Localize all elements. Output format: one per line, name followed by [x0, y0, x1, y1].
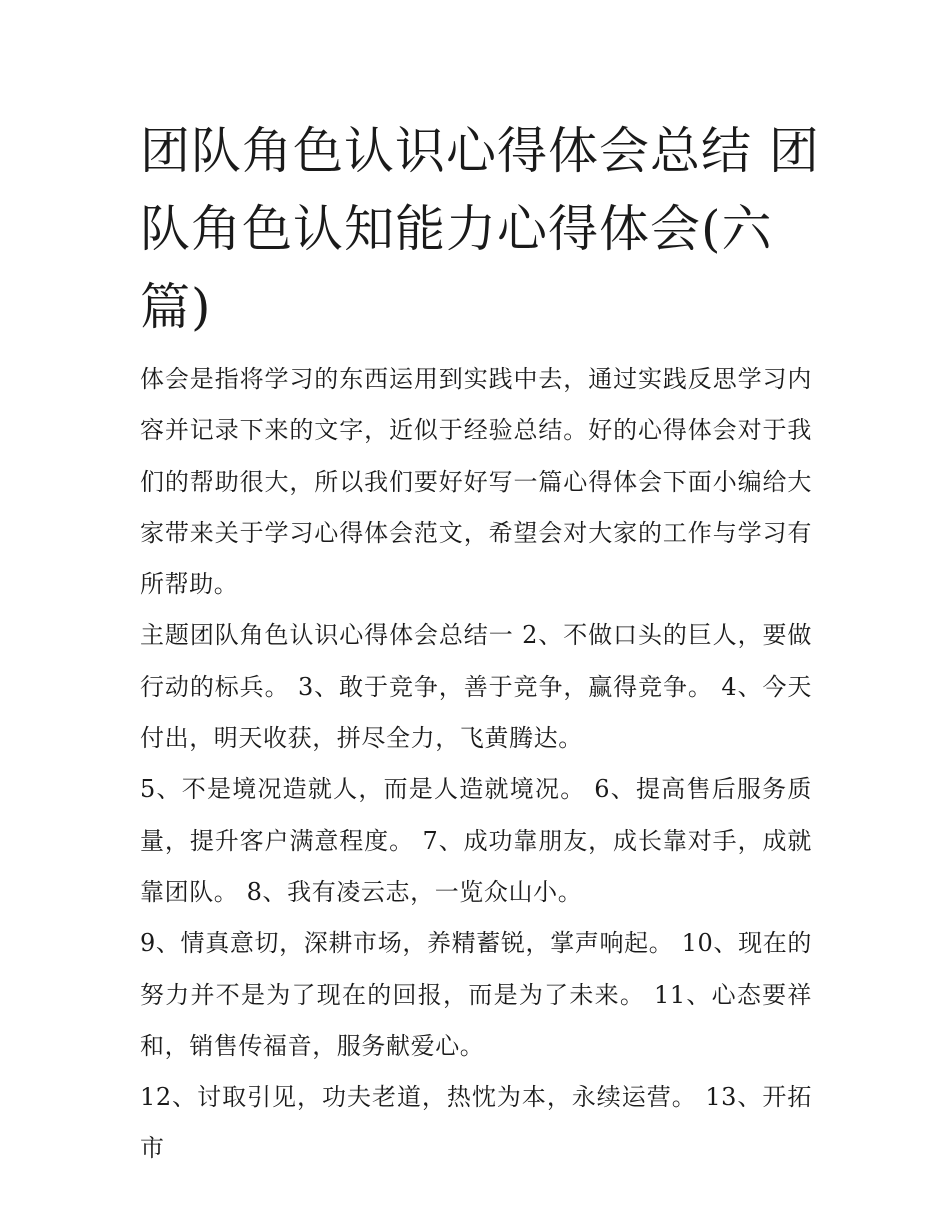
summary-paragraph-1: 主题团队角色认识心得体会总结一 2、不做口头的巨人，要做行动的标兵。 3、敢于竞争，善于竞争，赢得竞争。 4、今天付出，明天收获，拼尽全力，飞黄腾达。 [140, 621, 812, 753]
summary-paragraph-3: 9、情真意切，深耕市场，养精蓄锐，掌声响起。 10、现在的努力并不是为了现在的回报，而是为了未来。 11、心态要祥和，销售传福音，服务献爱心。 [140, 929, 812, 1060]
document-title: 团队角色认识心得体会总结 团队角色认知能力心得体会(六篇) [140, 122, 820, 336]
intro-paragraph: 体会是指将学习的东西运用到实践中去，通过实践反思学习内容并记录下来的文字，近似于经验总结。好的心得体会对于我们的帮助很大，所以我们要好好写一篇心得体会下面小编给大家带来关于学习心得体会范文，希望会对大家的工作与学习有所帮助。 [140, 365, 812, 599]
document-body [140, 354, 812, 1175]
summary-paragraph-4: 12、讨取引见，功夫老道，热忱为本，永续运营。 13、开拓市 [140, 1083, 812, 1163]
summary-paragraph-2: 5、不是境况造就人，而是人造就境况。 6、提高售后服务质量，提升客户满意程度。 7、成功靠朋友，成长靠对手，成就靠团队。 8、我有凌云志，一览众山小。 [140, 775, 812, 906]
